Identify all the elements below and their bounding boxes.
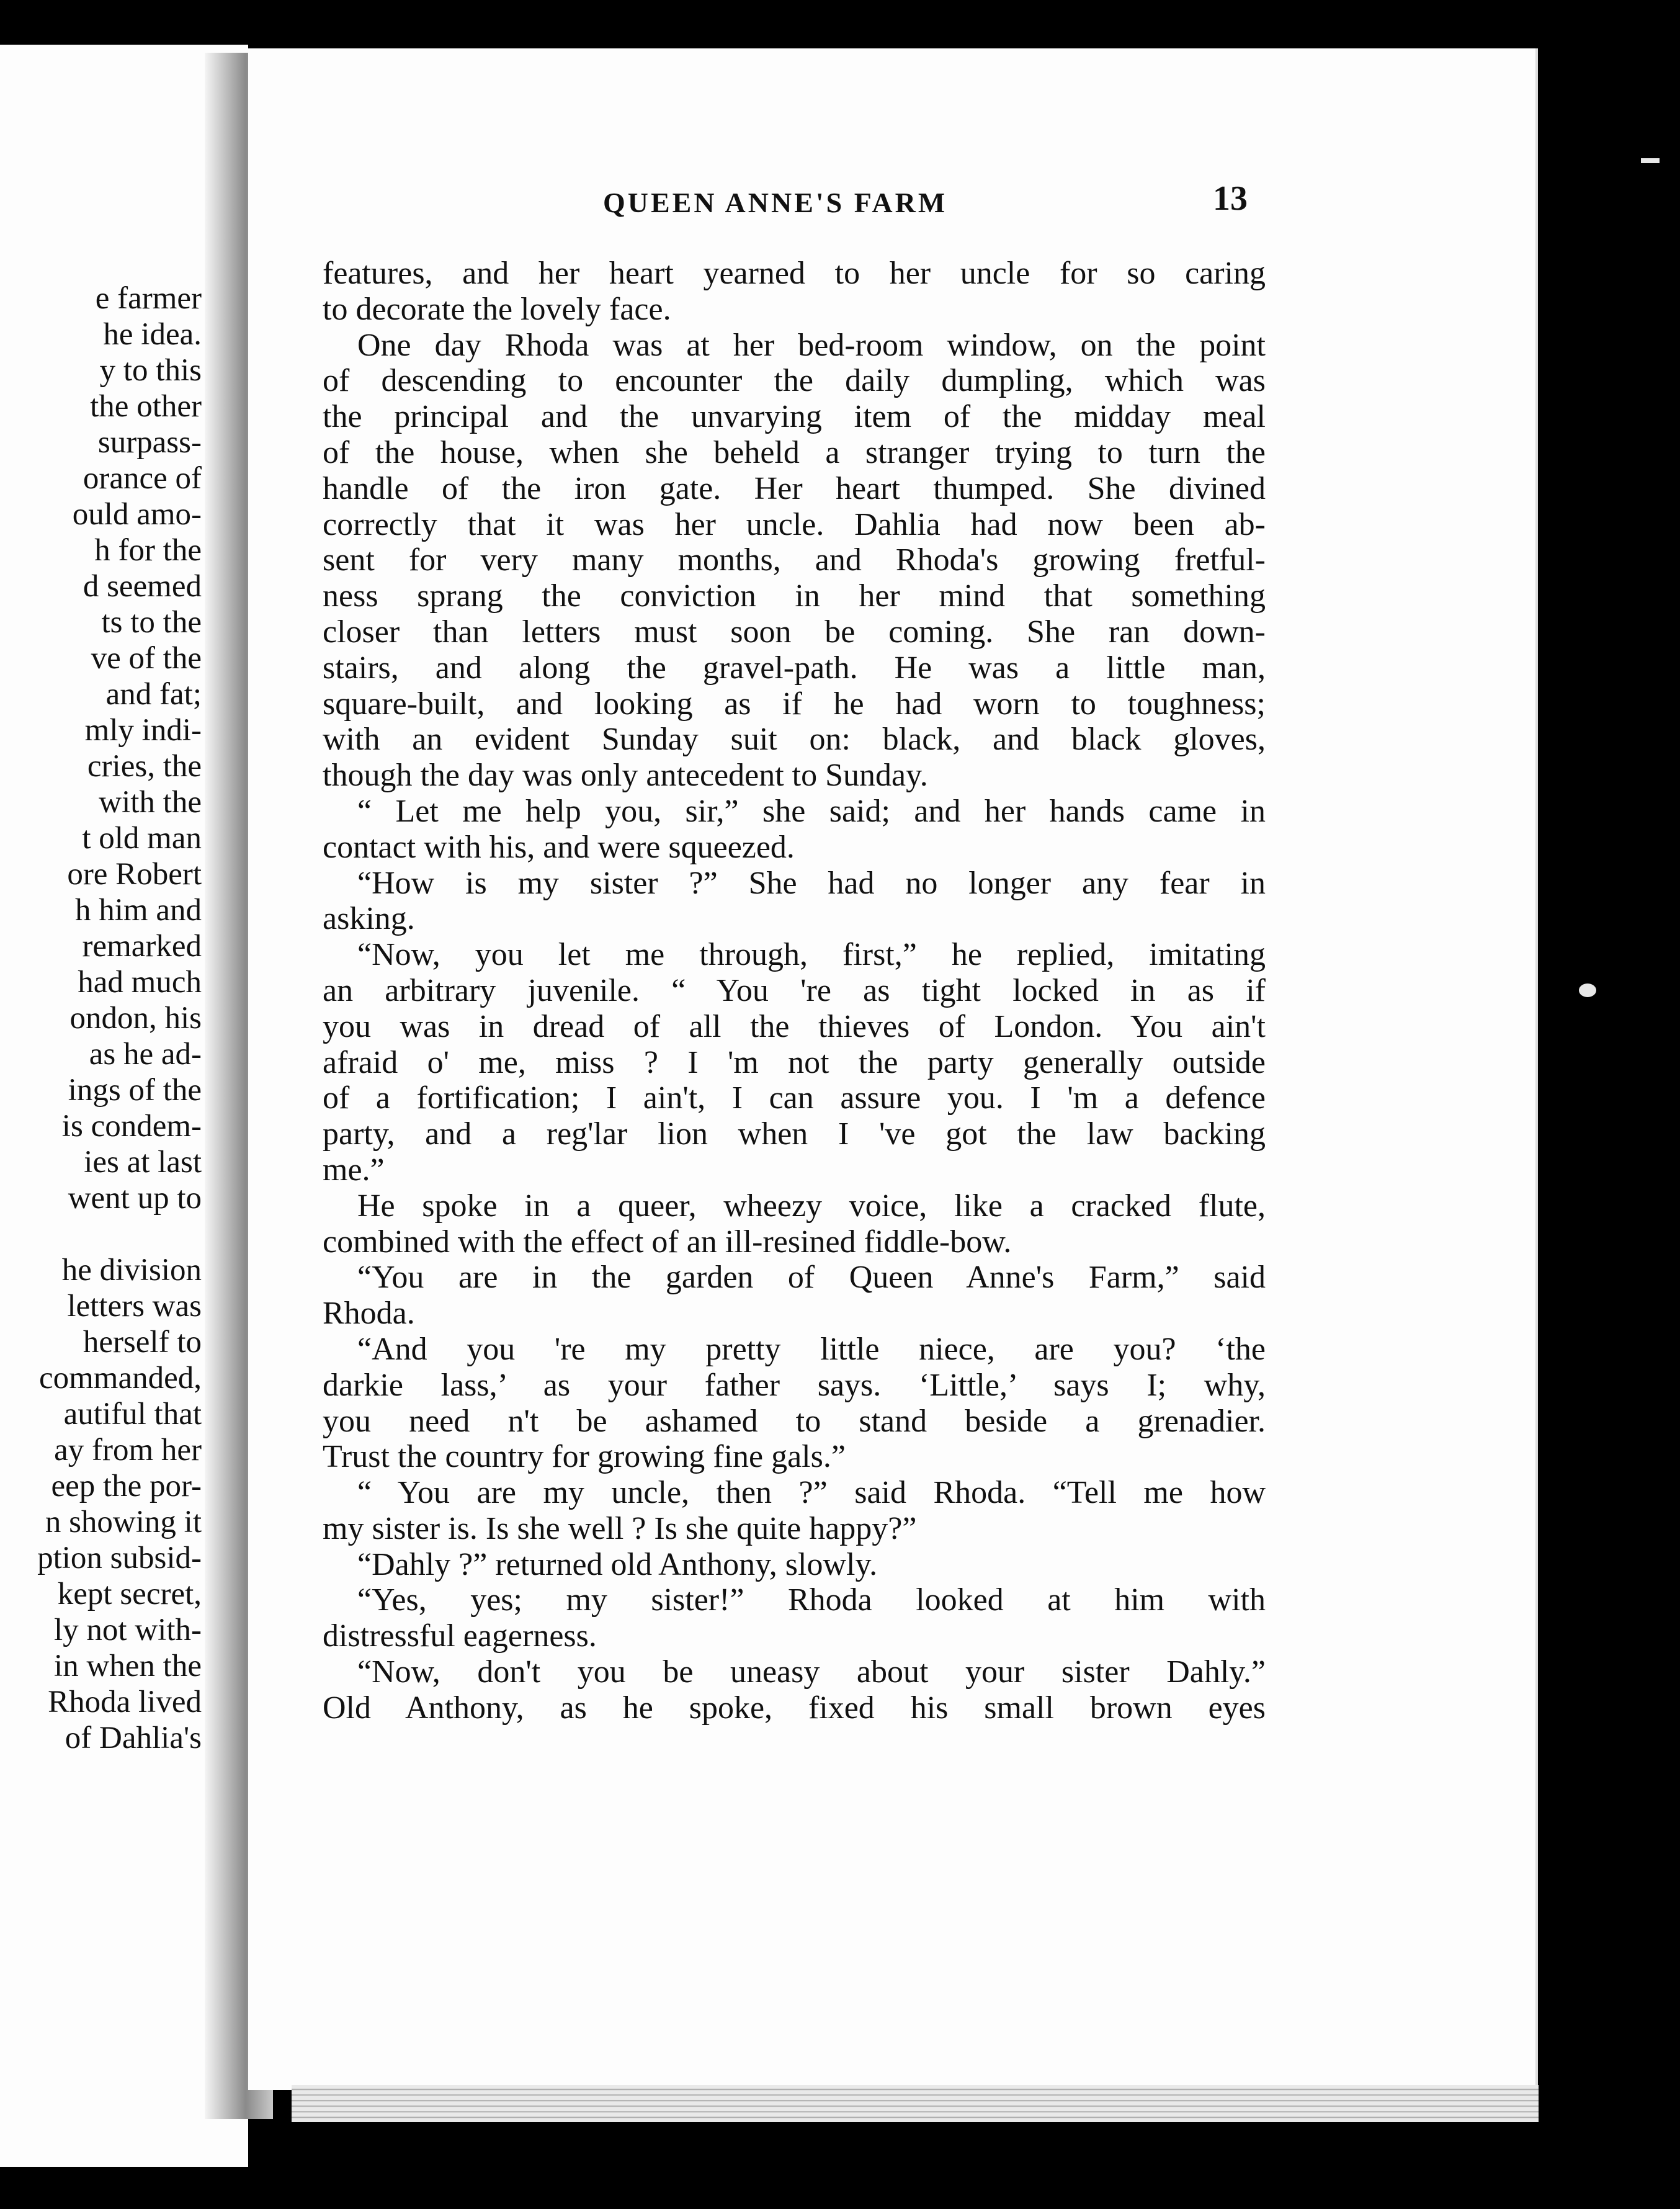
left-page-line: ould amo-: [72, 497, 202, 532]
left-page-line: autiful that: [63, 1397, 202, 1432]
left-page-line: with the: [99, 785, 202, 820]
text-line: you need n't be ashamed to stand beside a grenadier.: [323, 1403, 1266, 1439]
text-line: of descending to encounter the daily dumpling, which was: [323, 363, 1266, 399]
text-line: asking.: [323, 901, 415, 937]
text-line: the principal and the unvarying item of the midday meal: [323, 399, 1266, 435]
text-line: “Now, don't you be uneasy about your sister Dahly.”: [357, 1654, 1266, 1690]
text-line: darkie lass,’ as your father says. ‘Little,’ says I; why,: [323, 1367, 1266, 1403]
left-page-line: herself to: [83, 1325, 202, 1360]
text-line: though the day was only antecedent to Sunday.: [323, 758, 928, 794]
left-page-line: the other: [90, 389, 202, 424]
text-line: to decorate the lovely face.: [323, 291, 671, 327]
left-page-line: and fat;: [105, 677, 202, 712]
text-line: “ Let me help you, sir,” she said; and her hands came in: [357, 793, 1266, 829]
text-line: square-built, and looking as if he had worn to toughness;: [323, 686, 1266, 722]
left-page-line: as he ad-: [89, 1037, 202, 1072]
text-line: He spoke in a queer, wheezy voice, like a cracked flute,: [357, 1188, 1266, 1224]
page-number: 13: [1213, 179, 1248, 218]
text-line: ness sprang the conviction in her mind that something: [323, 578, 1266, 614]
text-line: sent for very many months, and Rhoda's growing fretful-: [323, 542, 1266, 578]
left-page-line: commanded,: [39, 1361, 202, 1396]
body-text: [323, 256, 1266, 1726]
running-head: QUEEN ANNE'S FARM: [603, 187, 948, 218]
text-line: afraid o' me, miss ? I 'm not the party generally outside: [323, 1044, 1266, 1080]
left-page-line: ay from her: [54, 1433, 202, 1467]
left-page-line: ings of the: [68, 1073, 202, 1108]
left-page-text: [0, 280, 202, 1756]
scan-speck: [1579, 984, 1596, 997]
text-line: “And you 're my pretty little niece, are you? ‘the: [357, 1331, 1266, 1367]
text-line: “How is my sister ?” She had no longer any fear in: [357, 865, 1266, 901]
left-page-line: is condem-: [61, 1109, 202, 1144]
left-page-line: in when the: [54, 1649, 202, 1683]
left-page-line: ore Robert: [67, 857, 202, 892]
text-line: “Dahly ?” returned old Anthony, slowly.: [357, 1546, 878, 1582]
left-page-line: eep the por-: [51, 1469, 202, 1503]
left-page-line: kept secret,: [57, 1577, 202, 1611]
left-page-line: e farmer: [95, 281, 202, 316]
left-page-line: ve of the: [91, 641, 202, 676]
left-page-line: orance of: [83, 461, 202, 496]
text-line: combined with the effect of an ill-resined fiddle-bow.: [323, 1224, 1012, 1260]
text-line: “You are in the garden of Queen Anne's Farm,” said: [357, 1260, 1266, 1296]
text-line: “ You are my uncle, then ?” said Rhoda. “Tell me how: [357, 1475, 1266, 1511]
text-line: of the house, when she beheld a stranger trying to turn the: [323, 434, 1266, 470]
left-page-line: [0, 1216, 202, 1252]
left-page-line: ly not with-: [54, 1613, 202, 1647]
left-page-line: cries, the: [87, 749, 202, 784]
text-line: “Yes, yes; my sister!” Rhoda looked at him with: [357, 1582, 1266, 1618]
text-line: features, and her heart yearned to her uncle for so caring: [323, 256, 1266, 291]
text-line: “Now, you let me through, first,” he replied, imitating: [357, 937, 1266, 973]
left-page-line: ies at last: [84, 1145, 202, 1180]
left-page-line: remarked: [82, 929, 202, 964]
text-line: my sister is. Is she well ? Is she quite happy?”: [323, 1510, 917, 1546]
text-line: an arbitrary juvenile. “ You 're as tight locked in as if: [323, 972, 1266, 1008]
left-page-line: h him and: [75, 893, 202, 928]
left-page-line: he idea.: [103, 317, 202, 352]
scan-speck: [1641, 158, 1660, 163]
text-line: stairs, and along the gravel-path. He was a little man,: [323, 650, 1266, 686]
left-page-line: ondon, his: [69, 1001, 202, 1036]
left-page-line: he division: [61, 1253, 202, 1288]
left-page-line: went up to: [68, 1181, 202, 1216]
left-page-line: n showing it: [45, 1505, 202, 1539]
left-page-line: of Dahlia's: [65, 1721, 202, 1755]
left-page-line: d seemed: [83, 569, 202, 604]
left-page-line: t old man: [82, 821, 202, 856]
left-page-line: letters was: [67, 1289, 202, 1324]
text-line: me.”: [323, 1152, 385, 1188]
left-page-line: surpass-: [97, 425, 202, 460]
left-page-line: y to this: [99, 353, 202, 388]
text-line: Old Anthony, as he spoke, fixed his small brown eyes: [323, 1690, 1266, 1726]
text-line: correctly that it was her uncle. Dahlia had now been ab-: [323, 506, 1266, 542]
text-line: closer than letters must soon be coming. She ran down-: [323, 614, 1266, 650]
text-line: contact with his, and were squeezed.: [323, 829, 795, 865]
left-page-line: mly indi-: [84, 713, 202, 748]
text-line: you was in dread of all the thieves of London. You ain't: [323, 1008, 1266, 1044]
left-page-line: h for the: [94, 533, 202, 568]
left-page-line: ption subsid-: [37, 1541, 202, 1575]
left-page-line: Rhoda lived: [48, 1685, 202, 1719]
text-line: with an evident Sunday suit on: black, and black gloves,: [323, 722, 1266, 758]
left-page-line: had much: [78, 965, 202, 1000]
page-edges: [292, 2085, 1539, 2122]
text-line: of a fortification; I ain't, I can assure you. I 'm a defence: [323, 1080, 1266, 1116]
text-line: Rhoda.: [323, 1296, 415, 1332]
text-line: handle of the iron gate. Her heart thumped. She divined: [323, 470, 1266, 506]
text-line: distressful eagerness.: [323, 1618, 597, 1654]
text-line: One day Rhoda was at her bed-room window, on the point: [357, 327, 1266, 363]
text-line: Trust the country for growing fine gals.”: [323, 1439, 846, 1475]
left-page-line: ts to the: [101, 605, 202, 640]
text-line: party, and a reg'lar lion when I 've got the law backing: [323, 1116, 1266, 1152]
